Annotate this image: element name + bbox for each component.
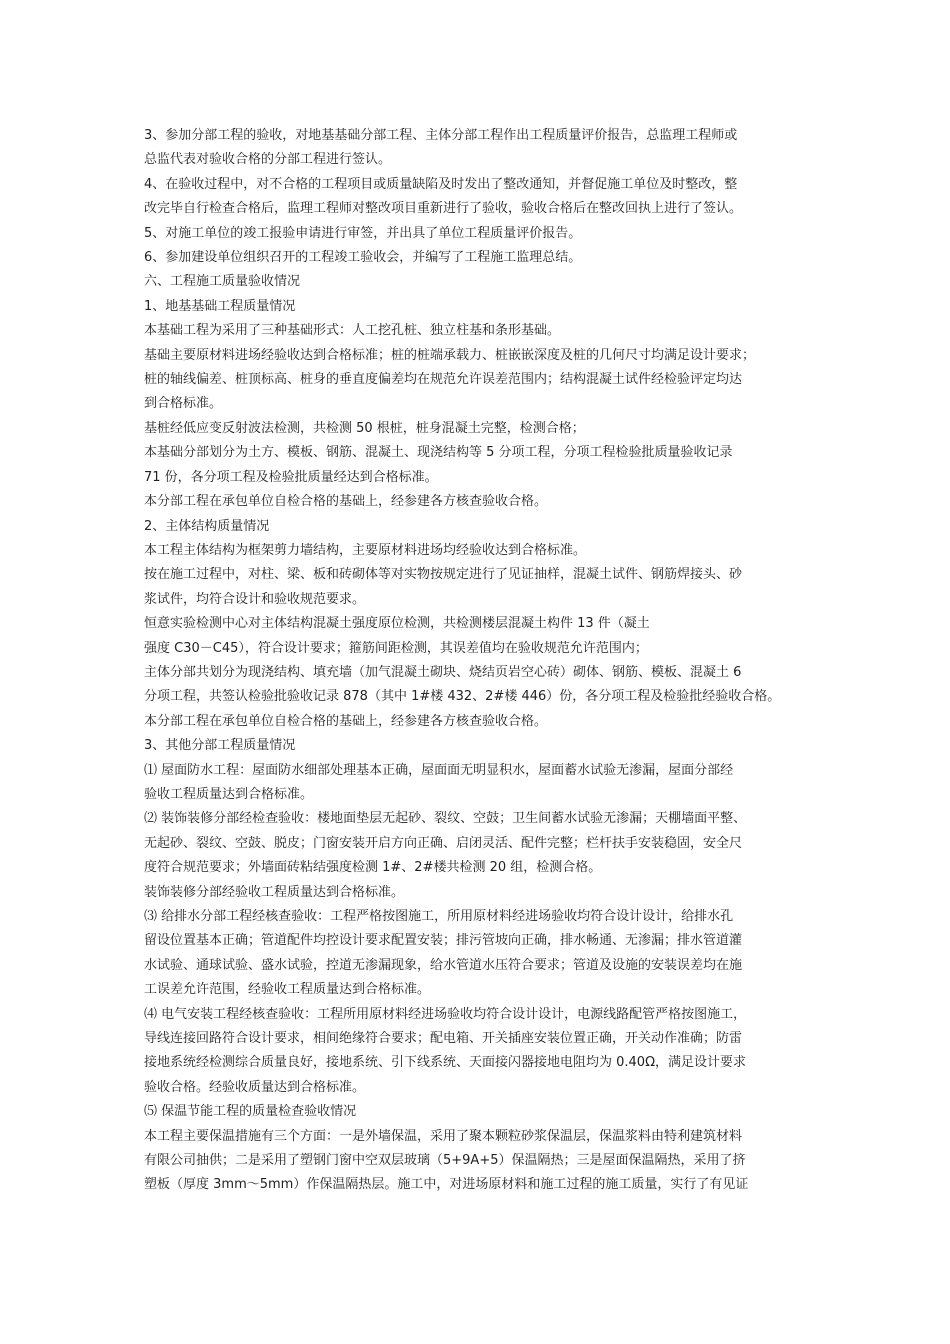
text-line: 强度 C30－C45），符合设计要求；箍筋间距检测，其误差值均在验收规范允许范围内； <box>144 640 648 656</box>
text-line: ⑷ 电气安装工程经核查验收：工程所用原材料经进场验收均符合设计设计，电源线路配管严格按图施工， <box>144 1006 747 1022</box>
text-line: 浆试件，均符合设计和验收规范要求。 <box>144 591 366 607</box>
text-line: 塑板（厚度 3mm～5mm）作保温隔热层。施工中，对进场原材料和施工过程的施工质量，实行了有见证 <box>144 1177 749 1193</box>
text-line: 有限公司抽供；二是采用了塑钢门窗中空双层玻璃（5+9A+5）保温隔热；三是屋面保温隔热，采用了挤 <box>144 1153 746 1169</box>
text-line: 到合格标准。 <box>144 396 223 412</box>
text-line: 改完毕自行检查合格后，监理工程师对整改项目重新进行了验收，验收合格后在整改回执上进行了签认。 <box>144 201 743 217</box>
text-line: 本工程主要保温措施有三个方面：一是外墙保温，采用了聚本颗粒砂浆保温层，保温浆料由特利建筑材料 <box>144 1128 743 1144</box>
text-line: 4、在验收过程中，对不合格的工程项目或质量缺陷及时发出了整改通知，并督促施工单位及时整改，整 <box>144 176 738 192</box>
text-line: 六、工程施工质量验收情况 <box>144 274 301 290</box>
text-line: ⑸ 保温节能工程的质量检查验收情况 <box>144 1104 357 1120</box>
text-line: 2、主体结构质量情况 <box>144 518 270 534</box>
text-line: 验收工程质量达到合格标准。 <box>144 786 314 802</box>
text-line: 总监代表对验收合格的分部工程进行签认。 <box>144 152 392 168</box>
text-line: 本基础分部划分为土方、模板、钢筋、混凝土、现浇结构等 5 分项工程，分项工程检验批质量验收记录 <box>144 445 733 461</box>
text-line: 本分部工程在承包单位自检合格的基础上，经参建各方核查验收合格。 <box>144 713 548 729</box>
document-body <box>144 124 820 1198</box>
text-line: ⑴ 屋面防水工程：屋面防水细部处理基本正确，屋面面无明显积水，屋面蓄水试验无渗漏，屋面分部经 <box>144 762 734 778</box>
text-line: 桩的轴线偏差、桩顶标高、桩身的垂直度偏差均在规范允许误差范围内；结构混凝土试件经检验评定均达 <box>144 372 743 388</box>
text-line: 本工程主体结构为框架剪力墙结构，主要原材料进场均经验收达到合格标准。 <box>144 542 587 558</box>
text-line: 工误差允许范围，经验收工程质量达到合格标准。 <box>144 982 431 998</box>
text-line: 71 份，各分项工程及检验批质量经达到合格标准。 <box>144 469 438 485</box>
text-line: 无起砂、裂纹、空鼓、脱皮；门窗安装开启方向正确、启闭灵活、配件完整；栏杆扶手安装稳固，安全尺 <box>144 835 743 851</box>
text-line: 基础主要原材料进场经验收达到合格标准；桩的桩端承载力、桩嵌嵌深度及桩的几何尺寸均满足设计要求； <box>144 347 756 363</box>
text-line: 度符合规范要求；外墙面砖粘结强度检测 1#、2#楼共检测 20 组，检测合格。 <box>144 860 602 876</box>
text-line: 基桩经低应变反射波法检测，共检测 50 根桩，桩身混凝土完整，检测合格； <box>144 420 585 436</box>
text-line: 3、参加分部工程的验收，对地基基础分部工程、主体分部工程作出工程质量评价报告，总监理工程师或 <box>144 128 738 143</box>
text-line: 导线连接回路符合设计要求，相间绝缘符合要求；配电箱、开关插座安装位置正确，开关动作准确；防雷 <box>144 1031 743 1047</box>
text-line: 5、对施工单位的竣工报验申请进行审签，并出具了单位工程质量评价报告。 <box>144 225 582 241</box>
text-line: 接地系统经检测综合质量良好，接地系统、引下线系统、天面接闪器接地电阻均为 0.40Ω，满足设计要求 <box>144 1055 747 1071</box>
text-line: 主体分部共划分为现浇结构、填充墙（加气混凝土砌块、烧结页岩空心砖）砌体、钢筋、模板、混凝土 6 <box>144 664 742 680</box>
text-line: 按在施工过程中，对柱、梁、板和砖砌体等对实物按规定进行了见证抽样，混凝土试件、钢筋焊接头、砂 <box>144 567 743 583</box>
text-line: 验收合格。经验收质量达到合格标准。 <box>144 1079 366 1095</box>
text-line: 1、地基基础工程质量情况 <box>144 298 296 314</box>
text-line: 水试验、通球试验、盛水试验，控道无渗漏现象，给水管道水压符合要求；管道及设施的安装误差均在施 <box>144 957 743 973</box>
text-line: 3、其他分部工程质量情况 <box>144 738 296 754</box>
text-line: 6、参加建设单位组织召开的工程竣工验收会，并编写了工程施工监理总结。 <box>144 250 582 266</box>
text-line: 本分部工程在承包单位自检合格的基础上，经参建各方核查验收合格。 <box>144 494 548 510</box>
text-line: 装饰装修分部经验收工程质量达到合格标准。 <box>144 884 405 900</box>
text-line: 留设位置基本正确；管道配件均控设计要求配置安装；排污管坡向正确，排水畅通、无渗漏；排水管道灌 <box>144 933 743 949</box>
text-line: 分项工程，共签认检验批验收记录 878（其中 1#楼 432、2#楼 446）份，各分项工程及检验批经验收合格。 <box>144 689 781 705</box>
text-line: 恒意实验检测中心对主体结构混凝土强度原位检测，共检测楼层混凝土构件 13 件（凝土 <box>144 616 650 632</box>
text-line: 本基础工程为采用了三种基础形式：人工挖孔桩、独立柱基和条形基础。 <box>144 323 561 339</box>
text-line: ⑶ 给排水分部工程经核查验收：工程严格按图施工，所用原材料经进场验收均符合设计设计，给排水孔 <box>144 909 734 924</box>
text-line: ⑵ 装饰装修分部经检查验收：楼地面垫层无起砂、裂纹、空鼓；卫生间蓄水试验无渗漏；天棚墙面平整、 <box>144 811 747 827</box>
